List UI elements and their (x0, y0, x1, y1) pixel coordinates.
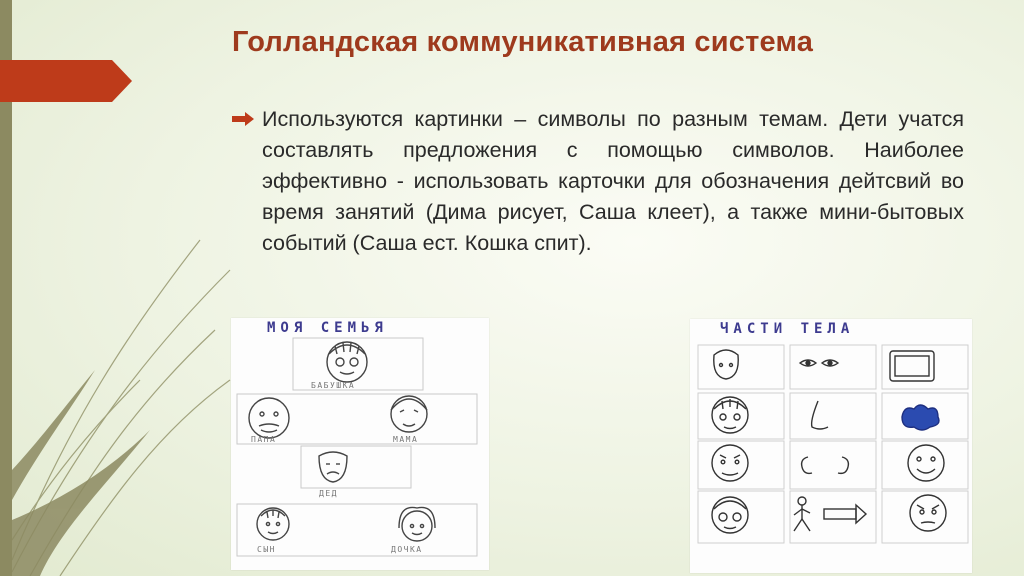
arrow-bullet-icon (232, 112, 254, 126)
title-accent-tab (0, 60, 132, 102)
grandpa-face-icon (319, 452, 347, 482)
grandma-face-icon (327, 342, 367, 382)
caption-mom: МАМА (393, 435, 419, 444)
daughter-face-icon (402, 511, 432, 541)
body-parts-symbols-card (690, 319, 972, 573)
arrow-right-icon (824, 509, 856, 519)
head-icon (714, 350, 739, 379)
walking-figure-icon (798, 497, 806, 505)
slide-title: Голландская коммуникативная система (232, 26, 814, 58)
caption-grandma: БАБУШКА (311, 381, 356, 390)
bullet-text: Используются картинки – символы по разным темам. Дети учатся составлять предложения с помощью символов. Наиболее эффективно - использовать карточки для обозначения дейтсвий во время занятий (Дима рисует, Саша клеет), а также мини-бытовых событий (Саша ест. Кошка спит). (262, 107, 964, 255)
caption-dad: ПАПА (251, 435, 277, 444)
face-glasses-icon (712, 497, 748, 533)
face-stern-icon (910, 495, 946, 531)
family-symbols-image (231, 318, 489, 570)
caption-grandpa: ДЕД (319, 489, 338, 498)
face-smile-icon (908, 445, 944, 481)
caption-daughter: ДОЧКА (391, 545, 423, 554)
caption-son: СЫН (257, 545, 276, 554)
ears-icon (802, 457, 812, 473)
flower-icon (902, 405, 939, 430)
nose-icon (812, 401, 828, 429)
body-card-title: ЧАСТИ ТЕЛА (720, 321, 855, 337)
bullet-item (232, 104, 964, 259)
body-parts-symbols-image (690, 319, 972, 573)
family-symbols-card (231, 318, 489, 570)
family-card-title: МОЯ СЕМЬЯ (267, 320, 388, 336)
